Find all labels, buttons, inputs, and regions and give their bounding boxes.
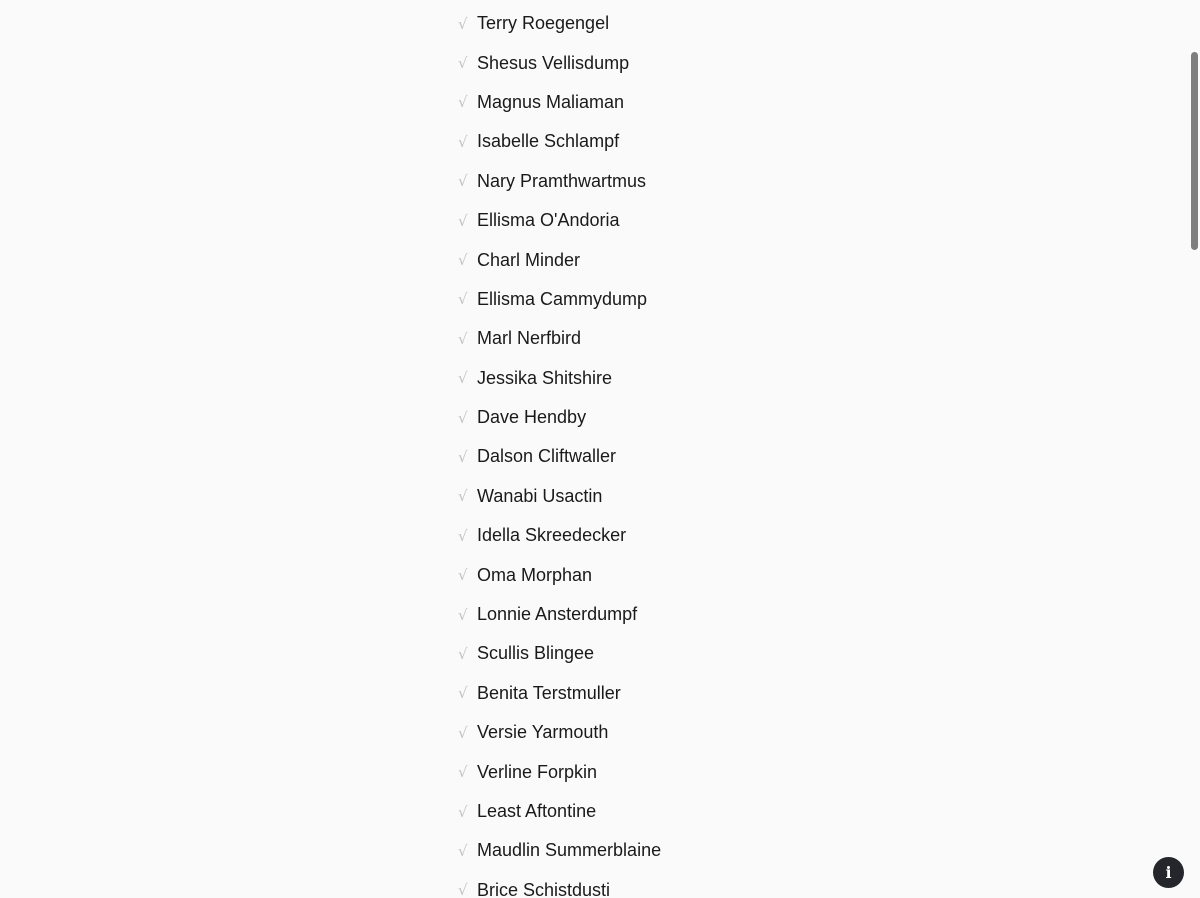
person-name: Nary Pramthwartmus <box>477 170 647 191</box>
list-item[interactable] <box>458 280 661 319</box>
person-name: Lonnie Ansterdumpf <box>477 604 638 625</box>
person-name: Terry Roegengel <box>477 13 610 34</box>
check-mark-icon: √ <box>458 881 468 898</box>
list-item[interactable] <box>458 752 661 791</box>
scrollbar-thumb[interactable] <box>1191 52 1198 250</box>
person-name: Ellisma O'Andoria <box>477 210 620 231</box>
person-name: Dalson Cliftwaller <box>477 446 617 467</box>
check-mark-icon: √ <box>458 644 468 663</box>
check-mark-icon: √ <box>458 802 468 821</box>
list-item[interactable] <box>458 634 661 673</box>
list-item[interactable] <box>458 674 661 713</box>
list-item[interactable] <box>458 122 661 161</box>
list-item[interactable] <box>458 359 661 398</box>
list-item[interactable] <box>458 83 661 122</box>
person-name: Versie Yarmouth <box>477 722 609 743</box>
check-mark-icon: √ <box>458 723 468 742</box>
check-mark-icon: √ <box>458 211 468 230</box>
check-mark-icon: √ <box>458 841 468 860</box>
list-item[interactable] <box>458 792 661 831</box>
list-item[interactable] <box>458 319 661 358</box>
list-item[interactable] <box>458 43 661 82</box>
info-icon: i <box>1165 863 1172 882</box>
check-mark-icon: √ <box>458 487 468 506</box>
check-mark-icon: √ <box>458 447 468 466</box>
check-mark-icon: √ <box>458 251 468 270</box>
person-name: Isabelle Schlampf <box>477 131 620 152</box>
check-mark-icon: √ <box>458 566 468 585</box>
check-mark-icon: √ <box>458 132 468 151</box>
check-mark-icon: √ <box>458 172 468 191</box>
list-item[interactable] <box>458 437 661 476</box>
person-name: Ellisma Cammydump <box>477 288 648 309</box>
check-mark-icon: √ <box>458 408 468 427</box>
person-name: Scullis Blingee <box>477 643 595 664</box>
person-name: Jessika Shitshire <box>477 367 613 388</box>
list-item[interactable] <box>458 871 661 898</box>
list-item[interactable] <box>458 477 661 516</box>
info-button[interactable] <box>1153 857 1184 888</box>
person-name: Dave Hendby <box>477 407 587 428</box>
check-mark-icon: √ <box>458 290 468 309</box>
list-item[interactable] <box>458 4 661 43</box>
list-item[interactable] <box>458 201 661 240</box>
person-name: Shesus Vellisdump <box>477 52 630 73</box>
list-item[interactable] <box>458 398 661 437</box>
list-item[interactable] <box>458 516 661 555</box>
check-mark-icon: √ <box>458 329 468 348</box>
list-item[interactable] <box>458 831 661 870</box>
check-mark-icon: √ <box>458 14 468 33</box>
check-mark-icon: √ <box>458 605 468 624</box>
list-item[interactable] <box>458 713 661 752</box>
person-name: Magnus Maliaman <box>477 91 625 112</box>
person-name: Verline Forpkin <box>477 761 598 782</box>
person-name: Charl Minder <box>477 249 581 270</box>
person-name: Maudlin Summerblaine <box>477 840 662 861</box>
check-mark-icon: √ <box>458 763 468 782</box>
list-item[interactable] <box>458 595 661 634</box>
person-name: Benita Terstmuller <box>477 682 621 703</box>
person-name: Brice Schistdusti <box>477 879 611 898</box>
person-name: Wanabi Usactin <box>477 485 603 506</box>
list-item[interactable] <box>458 240 661 279</box>
check-mark-icon: √ <box>458 54 468 73</box>
check-mark-icon: √ <box>458 684 468 703</box>
person-name: Oma Morphan <box>477 564 593 585</box>
check-mark-icon: √ <box>458 526 468 545</box>
person-name: Marl Nerfbird <box>477 328 582 349</box>
person-name: Idella Skreedecker <box>477 525 627 546</box>
list-item[interactable] <box>458 555 661 594</box>
check-mark-icon: √ <box>458 93 468 112</box>
vertical-scrollbar[interactable] <box>1188 0 1200 898</box>
people-list <box>458 4 661 898</box>
person-name: Least Aftontine <box>477 801 597 821</box>
check-mark-icon: √ <box>458 369 468 388</box>
list-item[interactable] <box>458 162 661 201</box>
